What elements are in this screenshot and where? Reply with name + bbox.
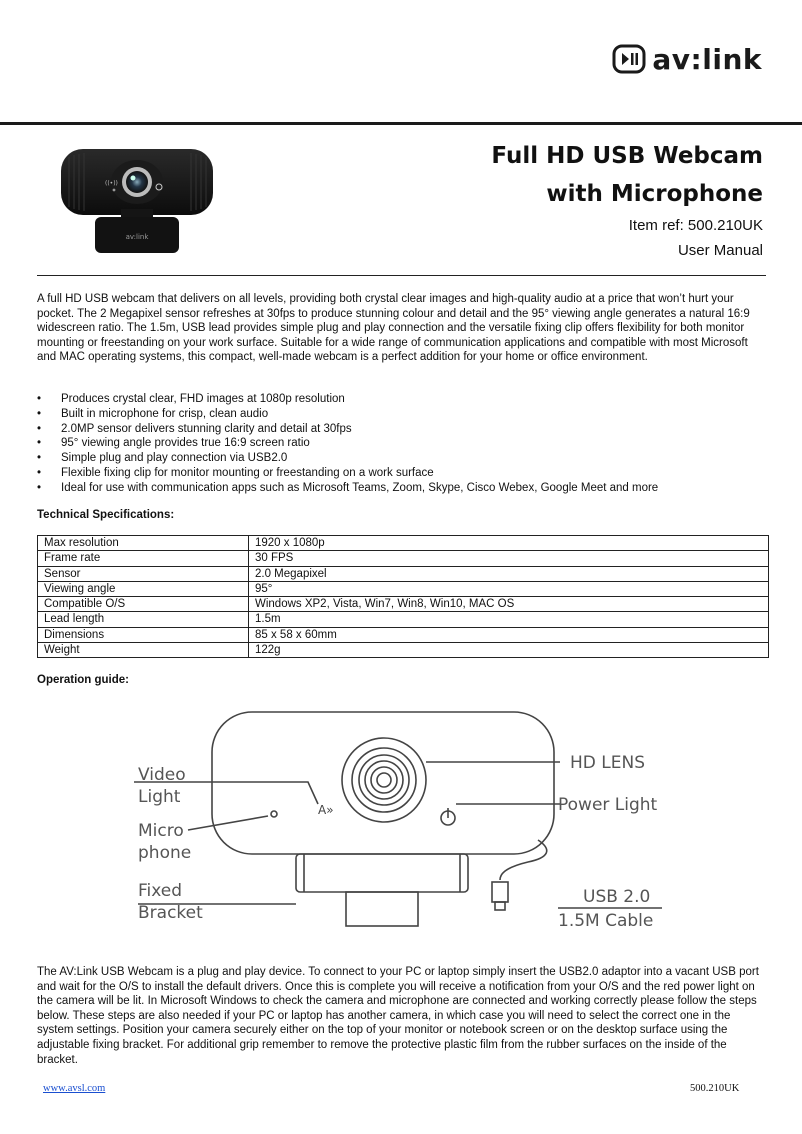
label-microphone-1: Micro <box>138 821 184 841</box>
list-item-text: Simple plug and play connection via USB2.0 <box>61 452 288 465</box>
table-row <box>38 627 769 642</box>
list-item <box>37 481 767 496</box>
list-item-text: Produces crystal clear, FHD images at 1080p resolution <box>61 393 345 405</box>
footer-item-ref: 500.210UK <box>690 1083 740 1094</box>
svg-text:((•)): ((•)) <box>105 180 118 187</box>
label-fixed-bracket-1: Fixed <box>138 881 183 901</box>
spec-value: 122g <box>249 643 769 658</box>
table-row <box>38 597 769 612</box>
list-item <box>37 407 767 422</box>
bullet: • <box>37 452 42 465</box>
list-item-text: 95° viewing angle provides true 16:9 screen ratio <box>61 437 310 450</box>
list-item <box>37 466 767 481</box>
label-hd-lens: HD LENS <box>570 753 645 773</box>
bullet: • <box>37 422 42 435</box>
spec-value: 95° <box>249 581 769 596</box>
list-item-text: Built in microphone for crisp, clean audio <box>61 407 269 420</box>
specs-heading: Technical Specifications: <box>37 509 175 521</box>
logo-text: av:link <box>652 42 762 76</box>
document-type: User Manual <box>677 242 763 259</box>
bullet: • <box>37 393 42 405</box>
photo-brand-text: av:link <box>125 233 149 241</box>
list-item <box>37 451 767 466</box>
spec-label: Viewing angle <box>38 581 249 596</box>
specs-table <box>37 535 769 658</box>
label-video-light-1: Video <box>138 765 186 785</box>
list-item-text: Ideal for use with communication apps such as Microsoft Teams, Zoom, Skype, Cisco Webex, Google Meet and more <box>61 481 659 494</box>
brand-logo <box>612 42 762 76</box>
spec-value: 85 x 58 x 60mm <box>249 627 769 642</box>
spec-label: Max resolution <box>38 536 249 551</box>
intro-paragraph: A full HD USB webcam that delivers on all levels, providing both crystal clear images and high-quality audio at a price that won’t hurt your pocket. The 2 Megapixel sensor refreshes at 30fps to produce stunning colour and detail and the 95° viewing angle generates a natural 16:9 widescreen ratio. The 1.5m, USB lead provides simple plug and play connection and the versatile fixing clip offers flexibility for both monitor mounting or freestanding on your work surface. Suitable for a wide range of communication applications and compatible with most Microsoft and MAC operating systems, this compact, well-made webcam is a perfect addition for your home or office environment. <box>37 293 750 364</box>
title-divider <box>37 275 766 276</box>
list-item-text: Flexible fixing clip for monitor mounting or freestanding on a work surface <box>61 466 434 479</box>
table-row <box>38 536 769 551</box>
spec-label: Sensor <box>38 566 249 581</box>
list-item <box>37 436 767 451</box>
spec-label: Lead length <box>38 612 249 627</box>
label-usb-2: 1.5M Cable <box>558 911 654 931</box>
spec-label: Frame rate <box>38 551 249 566</box>
feature-list <box>37 392 767 496</box>
table-row <box>38 581 769 596</box>
label-fixed-bracket-2: Bracket <box>138 903 203 923</box>
spec-value: 2.0 Megapixel <box>249 566 769 581</box>
bullet: • <box>37 466 42 479</box>
title-line-2: with Microphone <box>546 181 763 207</box>
spec-label: Compatible O/S <box>38 597 249 612</box>
play-pause-logo-icon <box>612 42 646 76</box>
list-item <box>37 422 767 437</box>
label-power-light: Power Light <box>558 795 658 815</box>
diagram-camera-body <box>212 712 554 854</box>
table-row <box>38 643 769 658</box>
webcam-photo <box>55 143 220 258</box>
spec-label: Weight <box>38 643 249 658</box>
list-item <box>37 392 767 407</box>
header-divider <box>0 122 802 125</box>
spec-value: 1920 x 1080p <box>249 536 769 551</box>
label-usb-1: USB 2.0 <box>583 887 651 907</box>
bullet: • <box>37 437 42 450</box>
title-line-1: Full HD USB Webcam <box>491 143 763 169</box>
spec-value: 1.5m <box>249 612 769 627</box>
table-row <box>38 566 769 581</box>
bullet: • <box>37 407 42 420</box>
spec-value: 30 FPS <box>249 551 769 566</box>
table-row <box>38 612 769 627</box>
label-microphone-2: phone <box>138 843 192 863</box>
item-reference: Item ref: 500.210UK <box>628 217 763 234</box>
website-link[interactable]: www.avsl.com <box>43 1083 106 1094</box>
operation-heading: Operation guide: <box>37 674 129 686</box>
spec-label: Dimensions <box>38 627 249 642</box>
spec-value: Windows XP2, Vista, Win7, Win8, Win10, MAC OS <box>249 597 769 612</box>
list-item-text: 2.0MP sensor delivers stunning clarity and detail at 30fps <box>61 422 352 435</box>
label-video-light-2: Light <box>138 787 181 807</box>
bullet: • <box>37 481 42 494</box>
setup-paragraph: The AV:Link USB Webcam is a plug and play device. To connect to your PC or laptop simply insert the USB2.0 adaptor into a vacant USB port and wait for the O/S to install the default drivers. Once this is complete you will receive a notification from your O/S and the red power light on the camera will be lit. In Microsoft Windows to check the camera and microphone are connected and working correctly please follow the steps below. These steps are also needed if your PC or laptop has another camera, in which case you will need to select the correct one in the system settings. Position your camera securely either on the top of your monitor or notebook screen or on the desktop surface using the adjustable fixing bracket. For additional grip remember to remove the protective plastic film from the rubber surfaces on the inside of the bracket. <box>37 966 759 1066</box>
diagram-light-icon: A» <box>318 803 334 817</box>
webcam-diagram <box>128 700 668 940</box>
table-row <box>38 551 769 566</box>
